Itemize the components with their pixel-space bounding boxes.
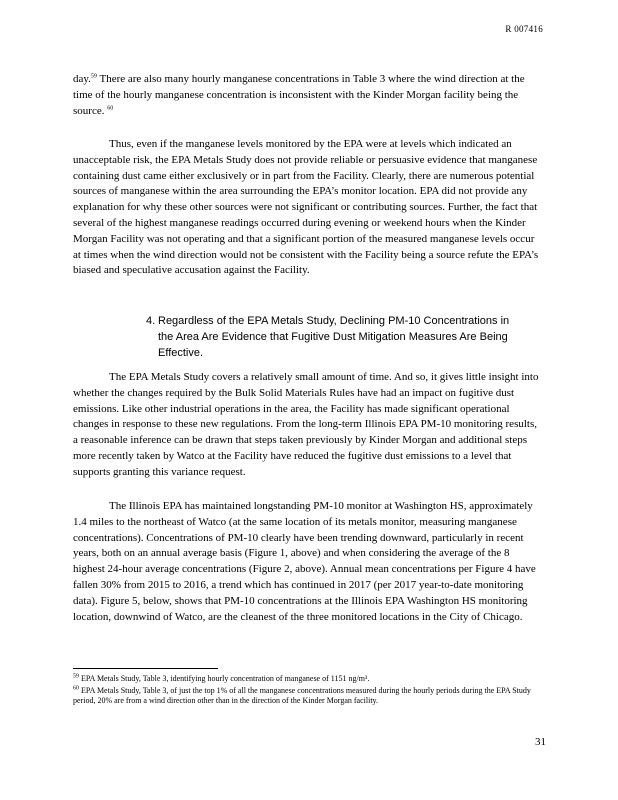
paragraph-continuation (73, 72, 543, 119)
heading-line-1: 4. Regardless of the EPA Metals Study, Declining PM-10 Concentrations in (146, 315, 510, 327)
footnote-ref-60: 60 (107, 104, 114, 111)
footnote-59 (73, 674, 543, 684)
footnote-text: EPA Metals Study, Table 3, of just the top 1% of all the manganese concentrations measured during the hourly periods during the EPA Study period, 20% are from a wind direction other than in the direction of the Kinder Morgan facility. (73, 686, 531, 706)
paragraph-text: There are also many hourly manganese concentrations in Table 3 where the wind direction at the time of the hourly manganese concentration is inconsistent with the Kinder Morgan facility being the source. (73, 73, 525, 117)
footnote-text: EPA Metals Study, Table 3, identifying hourly concentration of manganese of 1151 ng/m³. (79, 674, 370, 683)
footnote-separator (73, 668, 218, 669)
paragraph-lead: day. (73, 73, 91, 85)
footnote-60 (73, 686, 543, 706)
section-heading (146, 313, 566, 361)
footnote-number: 59 (73, 673, 79, 680)
paragraph-pm10-monitor: The Illinois EPA has maintained longstanding PM-10 monitor at Washington HS, approximately 1.4 miles to the northeast of Watco (at the same location of its metals monitor, measuring manganese concentrations). Concentrations of PM-10 clearly have been trending downward, particularly in recent years, both on an annual average basis (Figure 1, above) and when considering the average of the 8 highest 24-hour average concentrations (Figure 2, above). Annual mean concentrations per Figure 4 have fallen 30% from 2015 to 2016, a trend which has continued in 2017 (per 2017 year-to-date monitoring data). Figure 5, below, shows that PM-10 concentrations at the Illinois EPA Washington HS monitoring location, downwind of Watco, are the cleanest of the three monitored locations in the City of Chicago. (73, 500, 536, 623)
paragraph-metals-study: The EPA Metals Study covers a relatively small amount of time. And so, it gives little insight into whether the changes required by the Bulk Solid Materials Rules have had an impact on fugitive dust emissions. Like other industrial operations in the area, the Facility has made significant operational changes in response to these new regulations. From the long-term Illinois EPA PM-10 monitoring results, a reasonable inference can be drawn that steps taken previously by Kinder Morgan and additional steps more recently taken by Watco at the Facility have reduced the fugitive dust emissions to a level that supports granting this variance request. (73, 371, 539, 478)
footnote-ref-59: 59 (90, 73, 97, 80)
heading-number: 4. (146, 315, 156, 327)
bates-number: R 007416 (505, 24, 543, 34)
heading-line-2: the Area Are Evidence that Fugitive Dust Mitigation Measures Are Being (158, 331, 508, 343)
footnote-number: 60 (73, 685, 79, 692)
page-number: 31 (535, 736, 546, 748)
heading-line-3: Effective. (158, 347, 204, 359)
paragraph-thus: Thus, even if the manganese levels monitored by the EPA were at levels which indicated an unacceptable risk, the EPA Metals Study does not provide reliable or persuasive evidence that manganese containing dust came either exclusively or in part from the Facility. Clearly, there are numerous potential sources of manganese within the area surrounding the EPA’s monitor location. EPA did not provide any explanation for why these other sources were not significant or contributing sources. Further, the fact that several of the highest manganese readings occurred during evening or weekend hours when the Kinder Morgan Facility was not operating and that a significant portion of the measured manganese levels occur at times when the wind direction would not be consistent with the Facility being a source refute the EPA’s biased and speculative accusation against the Facility. (73, 138, 539, 277)
